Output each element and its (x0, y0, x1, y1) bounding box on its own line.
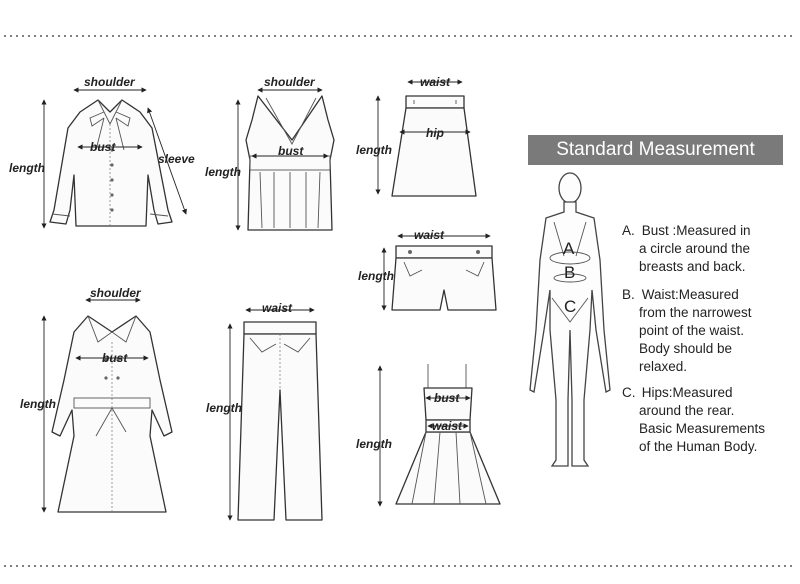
coat-diagram (44, 300, 172, 512)
body-letter-a: A (563, 239, 575, 258)
trousers-length-label: length (206, 401, 242, 415)
coat-bust-label: bust (102, 351, 128, 365)
note-waist-line-5: relaxed. (639, 359, 688, 374)
note-waist (622, 286, 792, 376)
note-waist-key: B. (622, 287, 635, 302)
note-bust-line-3: breasts and back. (639, 259, 746, 274)
coat-shoulder-label: shoulder (90, 286, 141, 300)
tank-length-label: length (205, 165, 241, 179)
human-body-figure (530, 173, 610, 466)
trousers-diagram (230, 310, 322, 520)
skirt-length-label: length (356, 143, 392, 157)
shorts-waist-label: waist (414, 228, 445, 242)
skirt-hip-label: hip (426, 126, 444, 140)
body-letter-b: B (564, 263, 576, 282)
note-hips-line-2: around the rear. (639, 403, 735, 418)
tank-shoulder-label: shoulder (264, 75, 315, 89)
note-waist-line-1: Waist:Measured (641, 287, 739, 302)
blouse-shoulder-label: shoulder (84, 75, 135, 89)
dress-length-label: length (356, 437, 392, 451)
body-letter-c: C (564, 297, 577, 316)
dress-waist-label: waist (432, 419, 463, 433)
trousers-waist-label: waist (262, 301, 293, 315)
blouse-bust-label: bust (90, 140, 116, 154)
note-hips-line-3: Basic Measurements (639, 421, 766, 436)
blouse-length-label: length (9, 161, 45, 175)
note-waist-line-3: point of the waist. (639, 323, 745, 338)
standard-measurement-banner: Standard Measurement (528, 135, 783, 165)
shorts-diagram (384, 236, 496, 310)
skirt-waist-label: waist (420, 75, 451, 89)
note-waist-line-2: from the narrowest (639, 305, 752, 320)
tank-top-diagram (238, 90, 334, 230)
note-hips-key: C. (622, 385, 636, 400)
note-waist-line-4: Body should be (639, 341, 733, 356)
note-bust-line-1: Bust :Measured in (641, 223, 751, 238)
coat-length-label: length (20, 397, 56, 411)
note-bust-line-2: a circle around the (639, 241, 751, 256)
note-bust (622, 222, 792, 276)
note-hips (622, 384, 792, 456)
dress-bust-label: bust (434, 391, 460, 405)
tank-bust-label: bust (278, 144, 304, 158)
blouse-sleeve-label: sleeve (158, 152, 195, 166)
note-bust-key: A. (622, 223, 635, 238)
note-hips-line-1: Hips:Measured (641, 385, 733, 400)
dress-diagram (380, 364, 500, 506)
shorts-length-label: length (358, 269, 394, 283)
note-hips-line-4: of the Human Body. (639, 439, 758, 454)
